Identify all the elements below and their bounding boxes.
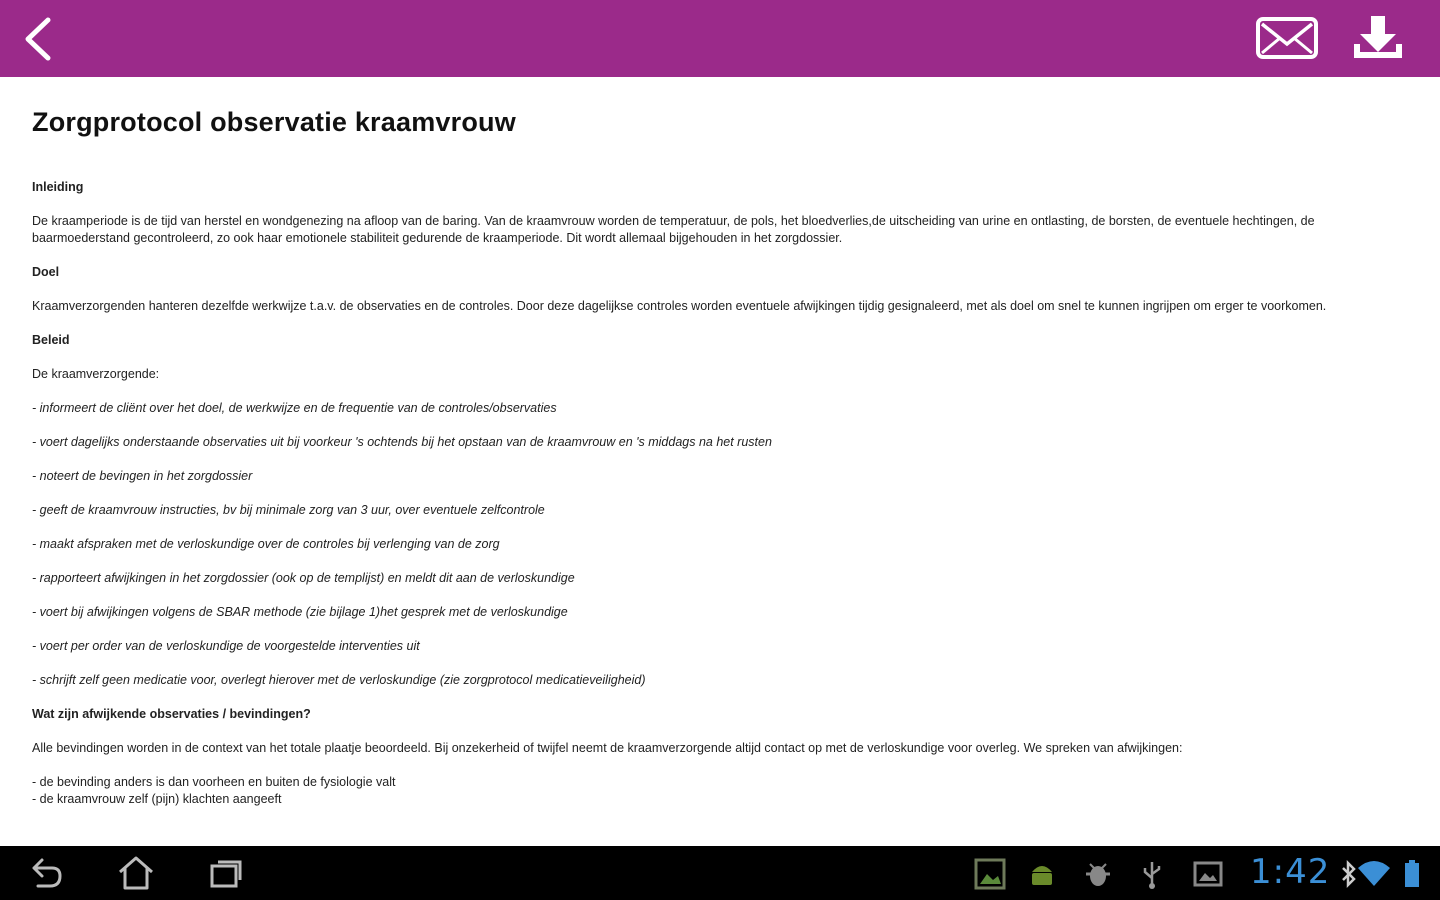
- download-button[interactable]: [1348, 12, 1408, 66]
- policy-item: - schrijft zelf geen medicatie voor, overlegt hierover met de verloskundige (zie zorgprotocol medicatieveiligheid): [32, 673, 646, 687]
- policy-item: - voert per order van de verloskundige de voorgestelde interventies uit: [32, 639, 420, 653]
- policy-item: - rapporteert afwijkingen in het zorgdossier (ook op de templijst) en meldt dit aan de verloskundige: [32, 571, 575, 585]
- deviations-paragraph: Alle bevindingen worden in de context van het totale plaatje beoordeeld. Bij onzekerheid of twijfel neemt de kraamverzorgende altijd contact op met de verloskundige voor overleg. We spreken van afwijkingen:: [32, 741, 1183, 755]
- section-heading-doel: Doel: [32, 265, 60, 279]
- download-icon: [1348, 12, 1408, 66]
- intro-paragraph: De kraamperiode is de tijd van herstel en wondgenezing na afloop van de baring. Van de kraamvrouw worden de temperatuur, de pols, het bloedverlies,de uitscheiding van urine en ontlasting, de borsten, de eventuele hechtingen, de baarmoederstand gecontroleerd, zo ook haar emotionele stabiliteit gedurende de kraamperiode. Dit wordt allemaal bijgehouden in het zorgdossier.: [32, 214, 1315, 245]
- wifi-icon: [1356, 858, 1392, 890]
- nav-home-icon[interactable]: [116, 854, 156, 892]
- policy-item: - informeert de cliënt over het doel, de werkwijze en de frequentie van de controles/observaties: [32, 401, 557, 415]
- section-heading-inleiding: Inleiding: [32, 180, 84, 194]
- document-title: Zorgprotocol observatie kraamvrouw: [32, 107, 516, 137]
- email-button[interactable]: [1254, 14, 1322, 64]
- deviation-item: - de bevinding anders is dan voorheen en buiten de fysiologie valt: [32, 775, 396, 789]
- policy-item: - maakt afspraken met de verloskundige over de controles bij verlenging van de zorg: [32, 537, 500, 551]
- deviation-item: - de kraamvrouw zelf (pijn) klachten aangeeft: [32, 792, 282, 806]
- goal-paragraph: Kraamverzorgenden hanteren dezelfde werkwijze t.a.v. de observaties en de controles. Door deze dagelijkse controles worden eventuele afwijkingen tijdig gesignaleerd, met als doel om snel te kunnen ingrijpen om erger te voorkomen.: [32, 299, 1327, 313]
- usb-icon: [1140, 858, 1164, 890]
- policy-item: - voert dagelijks onderstaande observaties uit bij voorkeur 's ochtends bij het opstaan van de kraamvrouw en 's middags na het rusten: [32, 435, 772, 449]
- envelope-icon: [1254, 14, 1322, 64]
- back-button[interactable]: [14, 12, 68, 66]
- policy-item: - geeft de kraamvrouw instructies, bv bij minimale zorg van 3 uur, over eventuele zelfcontrole: [32, 503, 545, 517]
- screenshot-icon: [1192, 858, 1224, 890]
- nav-back-icon[interactable]: [26, 854, 66, 892]
- gallery-icon: [974, 858, 1006, 890]
- battery-icon: [1402, 858, 1422, 890]
- policy-item: - voert bij afwijkingen volgens de SBAR methode (zie bijlage 1)het gesprek met de verloskundige: [32, 605, 568, 619]
- policy-item: - noteert de bevingen in het zorgdossier: [32, 469, 253, 483]
- app-toolbar: [0, 0, 1440, 77]
- section-heading-afwijkingen: Wat zijn afwijkende observaties / bevindingen?: [32, 707, 311, 721]
- nav-recents-icon[interactable]: [206, 854, 246, 892]
- status-clock: 1:42: [1250, 852, 1331, 892]
- chevron-left-icon: [14, 12, 68, 66]
- android-icon: [1028, 858, 1056, 890]
- section-heading-beleid: Beleid: [32, 333, 70, 347]
- policy-intro: De kraamverzorgende:: [32, 367, 160, 381]
- system-navigation-bar: [0, 846, 1440, 900]
- document-view[interactable]: [0, 77, 1440, 846]
- debug-icon: [1084, 858, 1112, 890]
- document-body: [32, 179, 1408, 808]
